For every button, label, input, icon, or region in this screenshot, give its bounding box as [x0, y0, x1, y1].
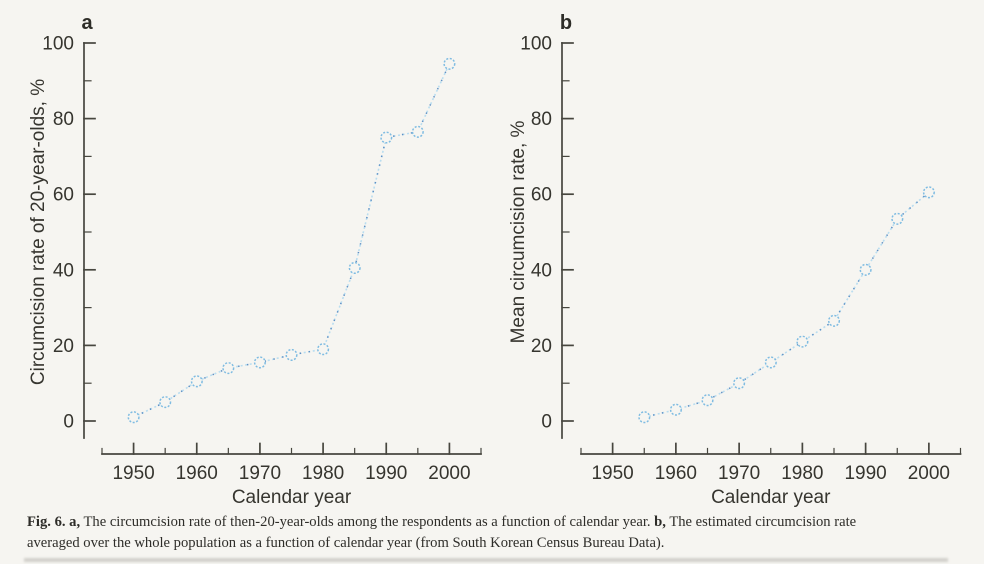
data-point-marker [381, 132, 392, 143]
data-point-marker [318, 344, 329, 355]
y-tick-label: 60 [530, 184, 552, 206]
chart-panel-a [28, 12, 481, 508]
y-tick-label: 80 [52, 109, 74, 131]
data-point-marker [734, 378, 745, 389]
data-line [644, 192, 929, 417]
y-tick-label: 40 [52, 260, 74, 282]
data-point-marker [829, 316, 840, 327]
data-point-marker [223, 363, 234, 374]
y-tick-label: 20 [530, 335, 552, 357]
figure-caption [27, 512, 963, 554]
data-point-marker [286, 350, 297, 361]
caption-line-1 [27, 512, 963, 533]
y-tick-label: 20 [52, 335, 74, 357]
x-tick-label: 1980 [301, 463, 345, 484]
panel-letter-a: a [81, 12, 93, 34]
x-tick-label: 1970 [717, 463, 761, 484]
x-tick-label: 2000 [428, 463, 471, 484]
data-point-marker [702, 395, 713, 406]
y-tick-label: 100 [42, 33, 74, 55]
data-line [134, 64, 450, 417]
y-axis-title: Mean circumcision rate, % [508, 120, 529, 344]
x-tick-label: 1990 [365, 463, 408, 484]
data-point-marker [924, 187, 935, 198]
data-point-marker [255, 357, 266, 368]
y-tick-label: 60 [52, 184, 74, 206]
scan-artifact-line [24, 558, 948, 562]
x-tick-label: 2000 [907, 463, 951, 484]
data-point-marker [639, 412, 650, 423]
data-point-marker [860, 265, 871, 276]
data-point-marker [444, 59, 455, 70]
y-tick-label: 100 [520, 33, 552, 55]
y-tick-label: 0 [63, 411, 74, 433]
data-point-marker [797, 336, 808, 347]
x-tick-label: 1970 [238, 463, 282, 484]
caption-line-2 [27, 533, 963, 554]
caption-panel-b-label: b, [654, 514, 666, 530]
data-point-marker [766, 357, 777, 368]
caption-fig-number: Fig. 6. a, [27, 514, 81, 530]
y-tick-label: 80 [530, 109, 552, 131]
data-point-marker [160, 397, 171, 408]
caption-text-continued: averaged over the whole population as a function of calendar year (from South Korean Census Bureau Data). [27, 535, 665, 551]
caption-text-a: The circumcision rate of then-20-year-olds among the respondents as a function of calendar year. [80, 514, 655, 530]
data-point-marker [671, 404, 682, 415]
data-line-dots [134, 64, 450, 417]
x-tick-label: 1980 [781, 463, 824, 484]
data-line-dots [644, 192, 929, 417]
x-tick-label: 1960 [175, 463, 218, 484]
y-tick-label: 40 [530, 260, 552, 282]
data-point-marker [349, 263, 360, 274]
data-point-marker [892, 214, 903, 225]
y-axis-title: Circumcision rate of 20-year-olds, % [28, 78, 49, 386]
x-tick-label: 1960 [654, 463, 698, 484]
data-point-marker [192, 376, 203, 387]
data-point-marker [413, 127, 424, 138]
x-tick-label: 1950 [591, 463, 634, 484]
y-tick-label: 0 [541, 411, 552, 433]
data-point-marker [128, 412, 139, 423]
x-axis-title: Calendar year [231, 487, 352, 508]
panel-letter-b: b [559, 12, 573, 34]
chart-panel-b [508, 12, 961, 508]
x-axis-title: Calendar year [711, 487, 831, 508]
x-tick-label: 1990 [844, 463, 887, 484]
caption-text-b: The estimated circumcision rate [665, 514, 857, 530]
x-tick-label: 1950 [112, 463, 155, 484]
